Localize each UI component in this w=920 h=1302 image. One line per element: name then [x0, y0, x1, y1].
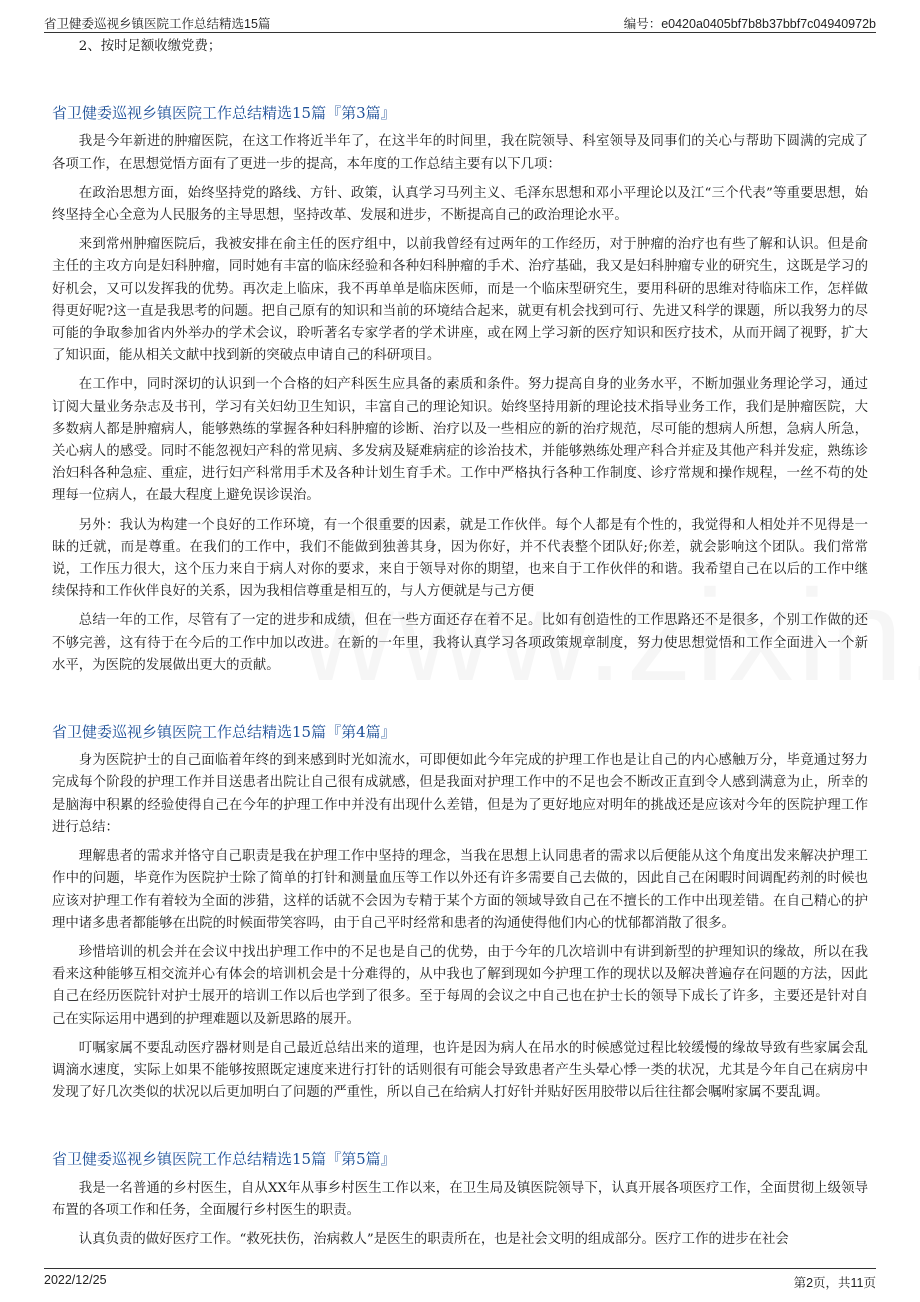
- page-header: [44, 10, 876, 33]
- paragraph: 叮嘱家属不要乱动医疗器材则是自己最近总结出来的道理，也许是因为病人在吊水的时候感觉过程比较缓慢的缘故导致有些家属会乱调滴水速度，实际上如果不能够按照既定速度来进行打针的话则很有可能会导致患者产生头晕心悸一类的状况，尤其是今年自己在病房中发现了好几次类似的状况以后更加明白了问题的严重性，所以自己在给病人打好针并贴好医用胶带以后往往都会嘱咐家属不要乱调。: [52, 1040, 868, 1101]
- section-title: 省卫健委巡视乡镇医院工作总结精选15篇『第4篇』: [52, 723, 396, 742]
- page-footer: [44, 1268, 876, 1293]
- paragraph: 总结一年的工作，尽管有了一定的进步和成绩，但在一些方面还存在着不足。比如有创造性的工作思路还不是很多，个别工作做的还不够完善，这有待于在今后的工作中加以改进。在新的一年里，我将认真学习各项政策规章制度，努力使思想觉悟和工作全面进入一个新水平，为医院的发展做出更大的贡献。: [52, 613, 868, 673]
- paragraph: 在工作中，同时深切的认识到一个合格的妇产科医生应具备的素质和条件。努力提高自身的业务水平，不断加强业务理论学习，通过订阅大量业务杂志及书刊，学习有关妇幼卫生知识，丰富自己的理论知识。始终坚持用新的理论技术指导业务工作，我们是肿瘤医院，大多数病人都是肿瘤病人，能够熟练的掌握各种妇科肿瘤的诊断、治疗以及一些相应的新的治疗规范，尽可能的想病人所想，急病人所急，关心病人的感受。同时不能忽视妇产科的常见病、多发病及疑难病症的诊治技术，并能够熟练处理产科合并症及其他产科并发症，熟练诊治妇科各种急症、重症，进行妇产科常用手术及各种计划生育手术。工作中严格执行各种工作制度、诊疗常规和操作规程，一丝不苟的处理每一位病人，在最大程度上避免误诊误治。: [52, 377, 868, 504]
- intro-line: 2、按时足额收缴党费；: [78, 39, 222, 54]
- paragraph: 珍惜培训的机会并在会议中找出护理工作中的不足也是自己的优势，由于今年的几次培训中有讲到新型的护理知识的缘故，所以在我看来这种能够互相交流并心有体会的培训机会是十分难得的，从中我也了解到现如今护理工作的现状以及解决普遍存在问题的方法，因此自己在经历医院针对护士展开的培训工作以后也学到了很多。至于每周的会议之中自己也在护士长的领导下成长了许多，主要还是针对自己在实际运用中遇到的护理难题以及新思路的展开。: [52, 944, 868, 1027]
- section-title: 省卫健委巡视乡镇医院工作总结精选15篇『第5篇』: [52, 1150, 396, 1169]
- paragraph: 来到常州肿瘤医院后，我被安排在俞主任的医疗组中，以前我曾经有过两年的工作经历，对于肿瘤的治疗也有些了解和认识。但是俞主任的主攻方向是妇科肿瘤，同时她有丰富的临床经验和各种妇科肿瘤的手术、治疗基础，我又是妇科肿瘤专业的研究生，这既是学习的好机会，又可以发挥我的优势。再次走上临床，我不再单单是临床医师，而是一个临床型研究生，要用科研的思维对待临床工作，怎样做得更好呢?这一直是我思考的问题。把自己原有的知识和当前的环境结合起来，就更有机会找到可行、先进又科学的课题，所以我努力的尽可能的争取参加省内外举办的学术会议，聆听著名专家学者的学术讲座，或在网上学习新的医疗知识和医疗技术，从而开阔了视野，扩大了知识面，能从相关文献中找到新的突破点申请自己的科研项目。: [52, 237, 868, 364]
- footer-page-number: 第2页，共11页: [793, 1276, 876, 1290]
- paragraph: 理解患者的需求并恪守自己职责是我在护理工作中坚持的理念，当我在思想上认同患者的需求以后便能从这个角度出发来解决护理工作中的问题，毕竟作为医院护士除了简单的打针和测量血压等工作以外还有许多需要自己去做的，因此自己在闲暇时间调配药剂的时候也应该对护理工作有着较为全面的涉猎，这样的话就不会因为专精于某个方面的领域导致自己在不擅长的工作中出现差错。在自己精心的护理中诸多患者都能够在出院的时候面带笑容吗，由于自己平时经常和患者的沟通使得他们内心的忧郁都消散了很多。: [52, 849, 868, 931]
- header-doc-title: 省卫健委巡视乡镇医院工作总结精选15篇: [44, 17, 271, 31]
- footer-date: 2022/12/25: [44, 1273, 107, 1287]
- header-doc-number: 编号：e0420a0405bf7b8b37bbf7c04940972b: [623, 17, 876, 31]
- section-title: 省卫健委巡视乡镇医院工作总结精选15篇『第3篇』: [52, 104, 396, 123]
- document-body: [52, 36, 868, 1251]
- paragraph: 认真负责的做好医疗工作。“救死扶伤，治病救人”是医生的职责所在，也是社会文明的组成部分。医疗工作的进步在社会: [78, 1231, 789, 1247]
- paragraph: 身为医院护士的自己面临着年终的到来感到时光如流水，可即便如此今年完成的护理工作也是让自己的内心感触万分，毕竟通过努力完成每个阶段的护理工作并目送患者出院让自己很有成就感，但是我面对护理工作中的不足也会不断改正直到令人感到满意为止，所幸的是脑海中积累的经验使得自己在今年的护理工作中并没有出现什么差错，但是为了更好地应对明年的挑战还是应该对今年的医院护理工作进行总结：: [52, 753, 868, 835]
- paragraph: 我是一名普通的乡村医生，自从XX年从事乡村医生工作以来，在卫生局及镇医院领导下，认真开展各项医疗工作，全面贯彻上级领导布置的各项工作和任务，全面履行乡村医生的职责。: [52, 1180, 868, 1218]
- section-3: [52, 102, 868, 677]
- paragraph: 另外：我认为构建一个良好的工作环境，有一个很重要的因素，就是工作伙伴。每个人都是有个性的，我觉得和人相处并不见得是一昧的迁就，而是尊重。在我们的工作中，我们不能做到独善其身，因为你好，并不代表整个团队好;你差，就会影响这个团队。我们常常说，工作压力很大，这个压力来自于病人对你的要求，来自于领导对你的期望，也来自于工作伙伴的和谐。我希望自己在以后的工作中继续保持和工作伙伴良好的关系，因为我相信尊重是相互的，与人方便就是与己方便: [52, 517, 868, 600]
- paragraph: 在政治思想方面，始终坚持党的路线、方针、政策，认真学习马列主义、毛泽东思想和邓小平理论以及江“三个代表”等重要思想，始终坚持全心全意为人民服务的主导思想，坚持改革、发展和进步，不断提高自己的政治理论水平。: [52, 185, 868, 224]
- section-5: [52, 1148, 868, 1251]
- paragraph: 我是今年新进的肿瘤医院，在这工作将近半年了，在这半年的时间里，我在院领导、科室领导及同事们的关心与帮助下圆满的完成了各项工作，在思想觉悟方面有了更进一步的提高，本年度的工作总结主要有以下几项：: [52, 134, 868, 172]
- section-4: [52, 721, 868, 1104]
